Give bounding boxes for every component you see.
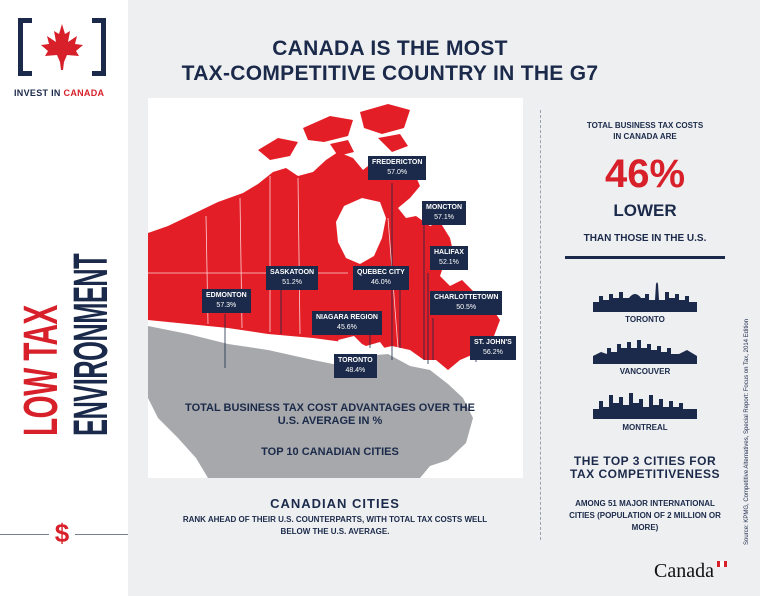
city-label (202, 289, 251, 313)
city-value: 56.2% (482, 349, 503, 356)
city-name: EDMONTON (206, 292, 247, 299)
city-label (422, 201, 466, 225)
vancouver-skyline-icon (593, 334, 697, 364)
maple-leaf-icon (38, 22, 86, 72)
brand-name-part1: INVEST IN (14, 88, 61, 98)
city-name: CHARLOTTETOWN (434, 294, 499, 301)
city-name: NIAGARA REGION (316, 314, 378, 321)
city-label (334, 354, 377, 378)
stat-than: THAN THOSE IN THE U.S. (583, 233, 707, 244)
city-value: 57.0% (387, 169, 408, 176)
stat-value: 46% (604, 152, 686, 196)
invest-in-canada-logo (14, 14, 110, 104)
brand-name-part2: CANADA (63, 88, 105, 98)
page-title (150, 36, 630, 86)
canadian-cities-heading: CANADIAN CITIES (270, 496, 400, 511)
page-title-line1: CANADA IS THE MOST (272, 37, 508, 60)
city-label (368, 156, 426, 180)
map-subcaption: TOP 10 CANADIAN CITIES (261, 446, 399, 458)
city-value: 50.5% (456, 304, 477, 311)
toronto-skyline-icon (593, 282, 697, 312)
brand-name (14, 88, 124, 98)
city-name: ST. JOHN'S (474, 339, 512, 346)
section-title-line1: LOW TAX (15, 305, 68, 436)
canadian-cities-body: RANK AHEAD OF THEIR U.S. COUNTERPARTS, WITH TOTAL TAX COSTS WELL BELOW THE U.S. AVERAGE. (182, 515, 488, 536)
city-label (266, 266, 318, 290)
city-label (312, 311, 382, 335)
logo-left-bracket (18, 18, 32, 76)
city-name: HALIFAX (434, 249, 464, 256)
skyline-label: VANCOUVER (619, 367, 671, 376)
city-value: 46.0% (370, 279, 391, 286)
skyline-label: MONTREAL (622, 423, 668, 432)
top3-heading: THE TOP 3 CITIES FOR TAX COMPETITIVENESS (570, 454, 720, 481)
stat-intro (565, 120, 725, 142)
city-name: SASKATOON (270, 269, 315, 276)
section-title (10, 182, 120, 442)
canada-flag-icon (717, 561, 727, 567)
canada-wordmark-text: Canada (654, 560, 714, 582)
city-name: QUEBEC CITY (357, 269, 405, 276)
montreal-skyline-icon (593, 389, 697, 419)
page-title-line2: TAX-COMPETITIVE COUNTRY IN THE G7 (181, 62, 599, 85)
city-value: 51.2% (282, 279, 302, 286)
city-value: 52.1% (439, 259, 459, 266)
city-value: 48.4% (345, 367, 366, 374)
logo-right-bracket (92, 18, 106, 76)
stat-intro-line1: TOTAL BUSINESS TAX COSTS (586, 121, 704, 130)
city-value: 57.1% (434, 214, 454, 221)
city-name: MONCTON (426, 204, 463, 211)
city-label (430, 291, 502, 315)
stat-intro-line2: IN CANADA ARE (613, 132, 677, 141)
dollar-icon: $ (49, 518, 75, 548)
city-name: FREDERICTON (372, 159, 423, 166)
canada-map (148, 98, 523, 478)
canada-wordmark (654, 560, 714, 583)
source-note: Source: KPMG, Competitive Alternatives, Special Report: Focus on Tax, 2014 Edition (744, 318, 750, 545)
skyline-label: TORONTO (625, 315, 665, 324)
city-label (430, 246, 468, 270)
city-label (353, 266, 409, 290)
city-value: 57.3% (216, 302, 237, 309)
map-caption: TOTAL BUSINESS TAX COST ADVANTAGES OVER THE U.S. AVERAGE IN % (185, 402, 475, 427)
section-title-line2: ENVIRONMENT (65, 253, 118, 436)
column-divider (540, 110, 541, 540)
city-value: 45.6% (337, 324, 357, 331)
stat-rule (565, 256, 725, 259)
top3-subtext: AMONG 51 MAJOR INTERNATIONAL CITIES (POPULATION OF 2 MILLION OR MORE) (569, 499, 721, 532)
sidebar (0, 0, 128, 596)
stat-lower: LOWER (613, 201, 677, 220)
city-label (470, 336, 516, 360)
city-name: TORONTO (338, 357, 373, 364)
arctic-islands (258, 104, 410, 160)
